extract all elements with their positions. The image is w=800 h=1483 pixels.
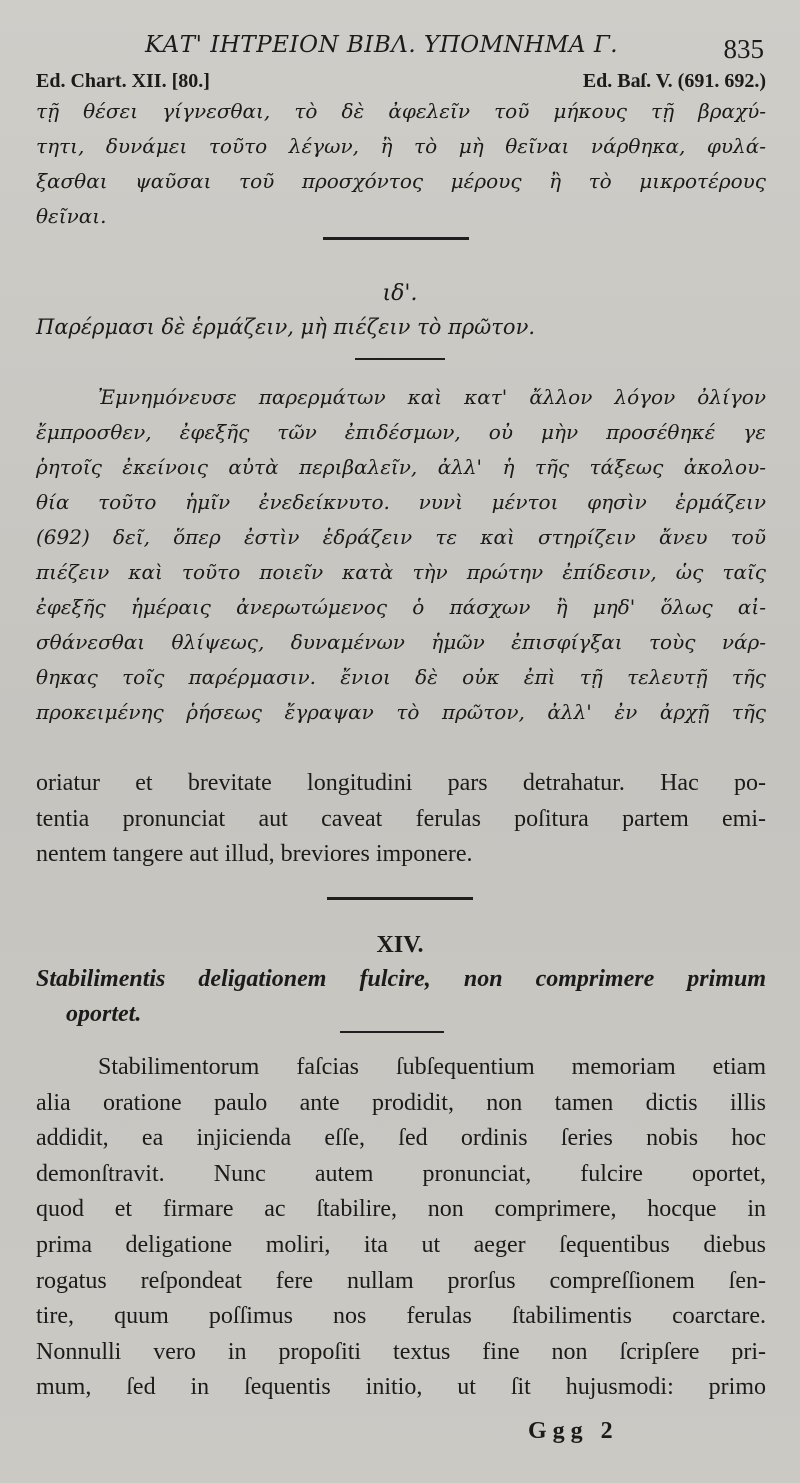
text-line: Stabilimentorum faſcias ſubſequentium memoriam etiam	[98, 1054, 766, 1080]
latin-commentary	[36, 1050, 766, 1406]
text-line: Stabilimentis deligationem fulcire, non comprimere primum	[36, 966, 766, 992]
text-line: nentem tangere aut illud, breviores imponere.	[36, 841, 473, 868]
aphorism-divider	[340, 1031, 444, 1033]
text-line: ἐφεξῆς ἡμέραις ἀνερωτώμενος ὁ πάσχων ἢ μηδ' ὅλως αἰ-	[36, 595, 766, 619]
greek-commentary	[36, 380, 766, 730]
text-line: ξασθαι ψαῦσαι τοῦ προσχόντος μέρους ἢ τὸ μικροτέρους	[36, 169, 766, 193]
latin-aphorism	[36, 962, 766, 1032]
text-line: τητι, δυνάμει τοῦτο λέγων, ἢ τὸ μὴ θεῖναι νάρθηκα, φυλά-	[36, 134, 766, 158]
latin-section-numeral: XIV.	[376, 932, 424, 958]
aphorism-divider	[355, 358, 445, 360]
greek-aphorism: Παρέρμασι δὲ ἑρμάζειν, μὴ πιέζειν τὸ πρῶτον.	[36, 315, 536, 339]
text-line: prima deligatione moliri, ita ut aeger ſequentibus diebus	[36, 1231, 766, 1258]
text-line: πιέζειν καὶ τοῦτο ποιεῖν κατὰ τὴν πρώτην ἐπίδεσιν, ὡς ταῖς	[36, 560, 766, 584]
edition-right: Ed. Baſ. V. (691. 692.)	[582, 70, 766, 92]
text-line: rogatus reſpondeat fere nullam prorſus compreſſionem ſen-	[36, 1267, 766, 1294]
text-line: alia oratione paulo ante prodidit, non tamen dictis illis	[36, 1089, 766, 1116]
section-divider	[323, 237, 469, 240]
greek-section-numeral: ιδ'.	[382, 281, 418, 306]
text-line: tire, quum poſſimus nos ferulas ſtabilimentis coarctare.	[36, 1303, 766, 1330]
text-line: Ἐμνημόνευσε παρερμάτων καὶ κατ' ἄλλον λόγον ὀλίγον	[98, 385, 766, 409]
text-line: addidit, ea injicienda eſſe, ſed ordinis ſeries nobis hoc	[36, 1125, 766, 1152]
text-line: demonſtravit. Nunc autem pronunciat, fulcire oportet,	[36, 1160, 766, 1187]
text-line: oportet.	[66, 1001, 142, 1027]
text-line: oriatur et brevitate longitudini pars detrahatur. Hac po-	[36, 770, 766, 796]
text-line: Nonnulli vero in propoſiti textus fine non ſcripſere pri-	[36, 1338, 766, 1365]
page-header	[0, 26, 800, 66]
edition-left: Ed. Chart. XII. [80.]	[36, 70, 210, 92]
running-title: ΚΑΤ' ΙΗΤΡΕΙΟΝ ΒΙΒΛ. ΥΠΟΜΝΗΜΑ Γ.	[145, 32, 619, 58]
signature-mark: Ggg 2	[528, 1418, 619, 1444]
greek-continuation-paragraph	[36, 94, 766, 234]
text-line: προκειμένης ῥήσεως ἔγραψαν τὸ πρῶτον, ἀλλ' ἐν ἀρχῇ τῆς	[36, 700, 766, 724]
text-line: θηκας τοῖς παρέρμασιν. ἔνιοι δὲ οὐκ ἐπὶ τῇ τελευτῇ τῆς	[36, 665, 766, 689]
text-line: θεῖναι.	[36, 204, 107, 228]
text-line: (692) δεῖ, ὅπερ ἐστὶν ἑδράζειν τε καὶ στηρίζειν ἄνευ τοῦ	[36, 525, 766, 549]
section-divider	[327, 897, 473, 900]
text-line: quod et firmare ac ſtabilire, non comprimere, hocque in	[36, 1196, 766, 1223]
text-line: τῇ θέσει γίγνεσθαι, τὸ δὲ ἀφελεῖν τοῦ μήκους τῇ βραχύ-	[36, 99, 766, 123]
latin-continuation-paragraph	[36, 766, 766, 873]
text-line: tentia pronunciat aut caveat ferulas poſitura partem emi-	[36, 805, 766, 832]
text-line: mum, ſed in ſequentis initio, ut ſit hujusmodi: primo	[36, 1374, 766, 1401]
text-line: ῥητοῖς ἐκείνοις αὐτὰ περιβαλεῖν, ἀλλ' ἡ τῆς τάξεως ἀκολου-	[36, 455, 766, 479]
text-line: ἔμπροσθεν, ἐφεξῆς τῶν ἐπιδέσμων, οὐ μὴν προσέθηκέ γε	[36, 420, 766, 444]
page-number: 835	[723, 34, 764, 64]
text-line: σθάνεσθαι θλίψεως, δυναμένων ἡμῶν ἐπισφίγξαι τοὺς νάρ-	[36, 630, 766, 654]
text-line: θία τοῦτο ἡμῖν ἐνεδείκνυτο. νυνὶ μέντοι φησὶν ἑρμάζειν	[36, 490, 766, 514]
